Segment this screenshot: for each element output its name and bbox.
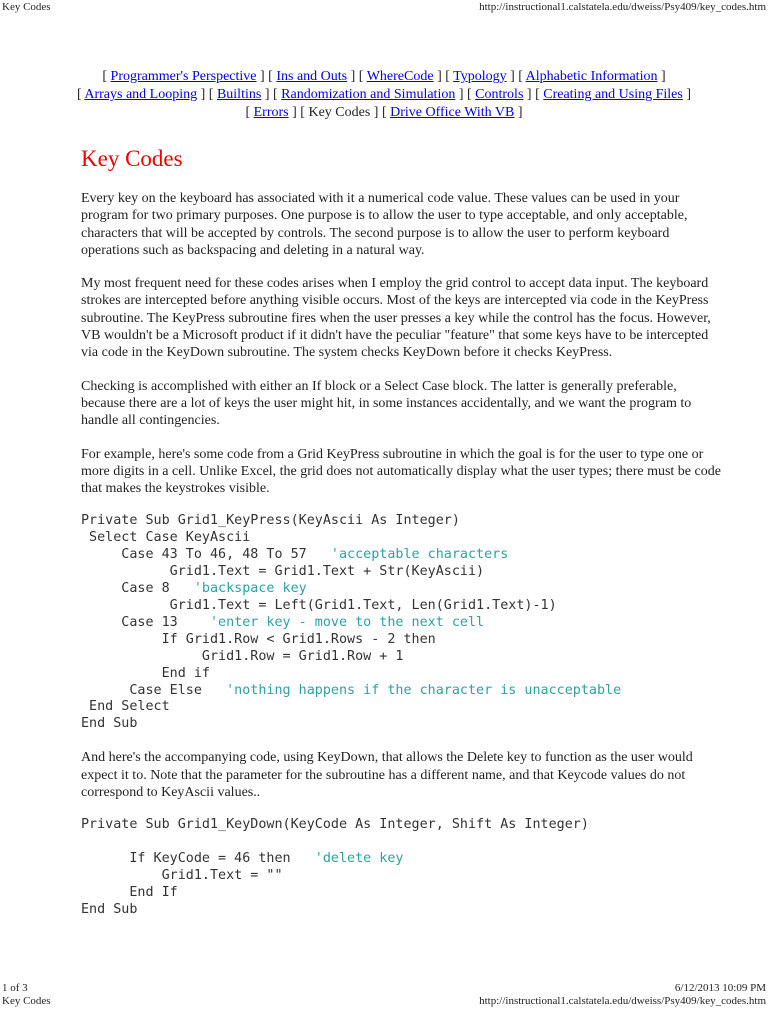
nav-link-arrays-and-looping[interactable]: Arrays and Looping (84, 87, 198, 102)
main-content (81, 142, 721, 919)
code-line: Grid1.Row = Grid1.Row + 1 (81, 648, 404, 664)
print-header-url: http://instructional1.calstatela.edu/dweiss/Psy409/key_codes.htm (479, 1, 766, 13)
print-header-title: Key Codes (2, 1, 51, 13)
print-footer-top (0, 981, 768, 995)
nav-line-2: [ Arrays and Looping ] [ Builtins ] [ Randomization and Simulation ] [ Controls ] [ Creating and Using Files ] (76, 87, 692, 102)
code-line: Private Sub Grid1_KeyPress(KeyAscii As Integer) (81, 513, 460, 529)
paragraph-example: For example, here's some code from a Grid KeyPress subroutine in which the goal is for the user to type one or more digits in a cell. Unlike Excel, the grid does not automatically display what the user types; there must be code that makes the keystrokes visible. (81, 446, 721, 497)
paragraph-checking: Checking is accomplished with either an If block or a Select Case block. The latter is generally preferable, because there are a lot of keys the user might hit, in some instances accidentally, and we want the program to handle all contingencies. (81, 378, 692, 429)
nav-link-programmers-perspective[interactable]: Programmer's Perspective (110, 69, 257, 84)
code-line: Case 43 To 46, 48 To 57 'acceptable characters (81, 547, 509, 563)
nav-link-errors[interactable]: Errors (253, 105, 289, 120)
nav-link-randomization-and-simulation[interactable]: Randomization and Simulation (281, 87, 456, 102)
code-line: End If (81, 884, 178, 900)
code-line: Grid1.Text = Grid1.Text + Str(KeyAscii) (81, 564, 485, 580)
code-comment: 'enter key - move to the next cell (210, 614, 485, 630)
nav-link-builtins[interactable]: Builtins (216, 87, 262, 102)
code-line: End Sub (81, 716, 138, 732)
print-footer-page: 1 of 3 (2, 982, 28, 994)
code-line: Grid1.Text = "" (81, 867, 283, 883)
paragraph-intro: Every key on the keyboard has associated with it a numerical code value. These values can be used in your program for two primary purposes. One purpose is to allow the user to type acceptable, and only acceptable, characters that will be accepted by controls. The second purpose is to allow the user to perform keyboard operations such as backspacing and deleting in a natural way. (81, 191, 688, 258)
code-line: Grid1.Text = Left(Grid1.Text, Len(Grid1.Text)-1) (81, 597, 557, 613)
paragraph-keydown: And here's the accompanying code, using KeyDown, that allows the Delete key to function as the user would expect it to. Note that the parameter for the subroutine has a different name, and that Keycode values do not correspond to KeyAscii values.. (81, 750, 693, 800)
nav-link-controls[interactable]: Controls (475, 87, 524, 102)
print-footer-bottom (0, 994, 768, 1008)
code-line: Case Else 'nothing happens if the character is unacceptable (81, 682, 622, 698)
print-header (0, 0, 768, 14)
code-line: Select Case KeyAscii (81, 530, 251, 546)
code-line (81, 834, 721, 851)
print-footer-url: http://instructional1.calstatela.edu/dweiss/Psy409/key_codes.htm (479, 995, 766, 1007)
code-line: End Select (81, 699, 170, 715)
code-line: Case 13 'enter key - move to the next cell (81, 614, 485, 630)
nav-link-alphabetic-information[interactable]: Alphabetic Information (525, 69, 658, 84)
nav-links (40, 68, 728, 122)
nav-link-ins-and-outs[interactable]: Ins and Outs (276, 69, 348, 84)
nav-current-key-codes: Key Codes (308, 105, 371, 120)
code-comment: 'delete key (314, 850, 404, 866)
paragraph-grid: My most frequent need for these codes arises when I employ the grid control to accept data input. The keyboard strokes are intercepted before anything visible occurs. Most of the keys are intercepted via code in the KeyPress subroutine. The KeyPress subroutine fires when the user presses a key while the control has the focus. However, VB wouldn't be a Microsoft product if it didn't have the peculiar "feature" that some keys have to be intercepted via code in the KeyDown subroutine. The system checks KeyDown before it checks KeyPress. (81, 276, 711, 361)
print-footer-datetime: 6/12/2013 10:09 PM (674, 982, 766, 994)
code-comment: 'nothing happens if the character is unacceptable (226, 682, 622, 698)
code-comment: 'backspace key (193, 581, 307, 597)
print-footer-title: Key Codes (2, 995, 51, 1007)
code-comment: 'acceptable characters (330, 547, 509, 563)
nav-line-3: [ Errors ] [ Key Codes ] [ Drive Office With VB ] (245, 105, 523, 120)
code-block-keypress (81, 513, 721, 733)
nav-line-1: [ Programmer's Perspective ] [ Ins and Outs ] [ WhereCode ] [ Typology ] [ Alphabetic Information ] (102, 69, 666, 84)
nav-link-wherecode[interactable]: WhereCode (366, 69, 434, 84)
nav-link-typology[interactable]: Typology (453, 69, 507, 84)
page-title: Key Codes (81, 146, 183, 171)
code-line: End if (81, 665, 210, 681)
code-line: End Sub (81, 901, 138, 917)
code-line: If Grid1.Row < Grid1.Rows - 2 then (81, 631, 436, 647)
code-line: Private Sub Grid1_KeyDown(KeyCode As Integer, Shift As Integer) (81, 817, 589, 833)
code-block-keydown (81, 817, 721, 918)
code-line: Case 8 'backspace key (81, 581, 307, 597)
nav-link-creating-and-using-files[interactable]: Creating and Using Files (543, 87, 683, 102)
code-line: If KeyCode = 46 then 'delete key (81, 850, 404, 866)
nav-link-drive-office-with-vb[interactable]: Drive Office With VB (390, 105, 515, 120)
